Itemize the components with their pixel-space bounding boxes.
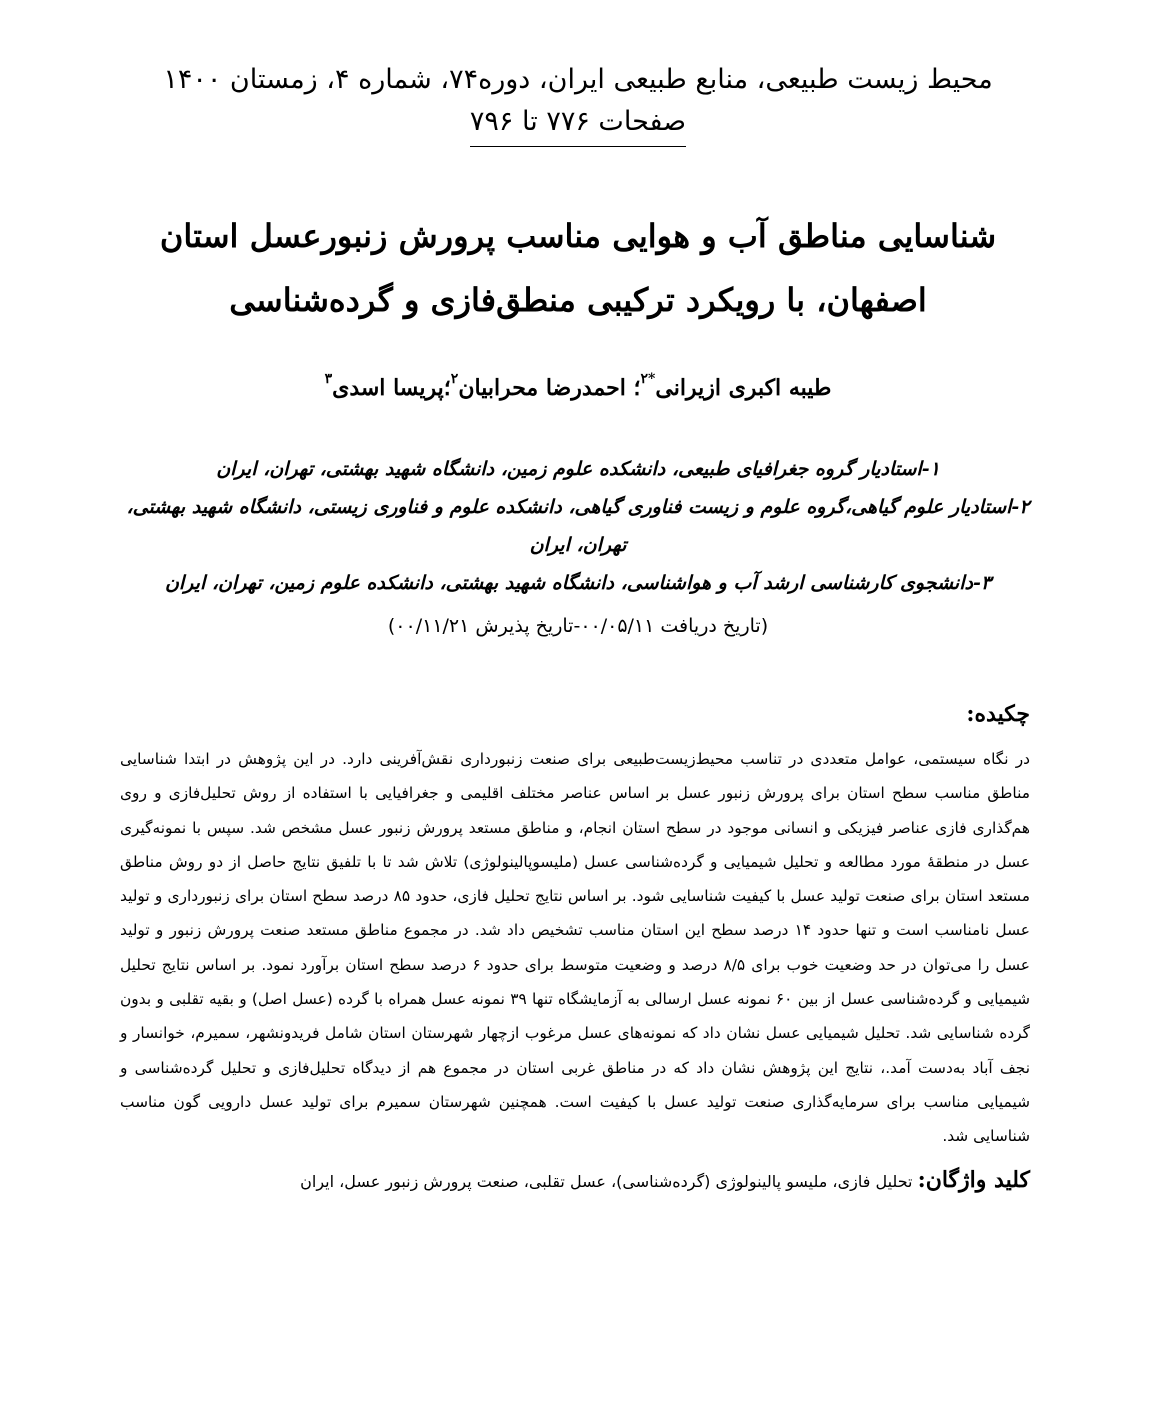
keywords-label: کلید واژگان: [917, 1167, 1030, 1193]
article-title: شناسایی مناطق آب و هوایی مناسب پرورش زنبورعسل استان اصفهان، با رویکرد ترکیبی منطق‌فازی و گرده‌شناسی [159, 217, 997, 319]
author-name: احمدرضا محرابیان [458, 375, 626, 401]
journal-header [0, 58, 1156, 147]
author-separator: ؛ [443, 375, 451, 401]
abstract-heading: چکیده: [966, 701, 1030, 727]
received-accepted-dates: (تاریخ دریافت ۰۰/۰۵/۱۱-تاریخ پذیرش ۰۰/۱۱/۲۱) [387, 615, 769, 637]
author-list [0, 366, 1156, 410]
author-affiliation-mark: ۳ [324, 371, 333, 387]
affiliation-list [120, 450, 1036, 602]
affiliation-item: ۲-استادیار علوم گیاهی،گروه علوم و زیست فناوری گیاهی، دانشکده علوم و فناوری زیستی، دانشگاه شهید بهشتی، تهران، ایران [126, 496, 1030, 556]
keywords-line [120, 1160, 1030, 1202]
author-affiliation-mark: ۲ [450, 371, 459, 387]
abstract-body: در نگاه سیستمی، عوامل متعددی در تناسب محیط‌زیست‌طبیعی برای صنعت زنبورداری نقش‌آفرینی دارد. در این پژوهش در ابتدا شناسایی مناطق مناسب سطح استان برای پرورش زنبور عسل بر اساس عناصر مختلف اقلیمی و جغرافیایی با استفاده از روش تحلیل‌فازی و روی هم‌گذاری فازی عناصر فیزیکی و انسانی موجود در سطح استان انجام، و مناطق مستعد پرورش زنبور عسل مشخص شد. سپس با نمونه‌گیری عسل در منطقهٔ مورد مطالعه و تحلیل شیمیایی و گرده‌شناسی عسل (ملیسوپالینولوژی) تلاش شد تا با تلفیق نتایج حاصل از دو روش مناطق مستعد استان برای صنعت تولید عسل با کیفیت شناسایی شود. بر اساس نتایج تحلیل فازی، حدود ۸۵ درصد سطح استان برای زنبورداری و تولید عسل نامناسب است و تنها حدود ۱۴ درصد سطح این استان مناسب تشخیص داد شد. در مجموع مناطق مستعد صنعت پرورش زنبور و تولید عسل را می‌توان در حد وضعیت خوب برای ۸/۵ درصد و وضعیت متوسط برای حدود ۶ درصد سطح استان برآورد نمود. بر اساس نتایج تحلیل شیمیایی و گرده‌شناسی عسل از بین ۶۰ نمونه عسل ارسالی به آزمایشگاه تنها ۳۹ نمونه عسل همراه با گرده (عسل اصل) و بقیه تقلبی و بدون گرده شناسایی شد. تحلیل شیمیایی عسل نشان داد که نمونه‌های عسل مرغوب ازچهار شهرستان استان شامل فریدونشهر، سمیرم، خوانسار و نجف آباد به‌دست آمد.، نتایج این پژوهش نشان داد که در مناطق غربی استان در مجموع هم از دیدگاه تحلیل‌فازی و تحلیل گرده‌شناسی و شیمیایی مناسب برای سرمایه‌گذاری صنعت تولید عسل با کیفیت است. همچنین شهرستان سمیرم برای تولید عسل دارویی گون مناسب شناسایی شد. [120, 750, 1031, 1146]
affiliation-item: ۳-دانشجوی کارشناسی ارشد آب و هواشناسی، دانشگاه شهید بهشتی، دانشکده علوم زمین، تهران، ایران [164, 572, 992, 594]
keywords-text: تحلیل فازی، ملیسو پالینولوژی (گرده‌شناسی)، عسل تقلبی، صنعت پرورش زنبور عسل، ایران [300, 1172, 913, 1191]
author-name: طیبه اکبری ازیرانی [655, 375, 832, 401]
journal-citation: محیط زیست طبیعی، منابع طبیعی ایران، دوره۷۴، شماره ۴، زمستان ۱۴۰۰ [163, 64, 993, 95]
author-name: پریسا اسدی [332, 375, 444, 401]
page-range: صفحات ۷۷۶ تا ۷۹۶ [470, 102, 686, 147]
author-affiliation-mark: *۲ [640, 371, 656, 387]
author-separator: ؛ [625, 375, 641, 401]
affiliation-item: ۱-استادیار گروه جغرافیای طبیعی، دانشکده علوم زمین، دانشگاه شهید بهشتی، تهران، ایران [216, 458, 940, 480]
